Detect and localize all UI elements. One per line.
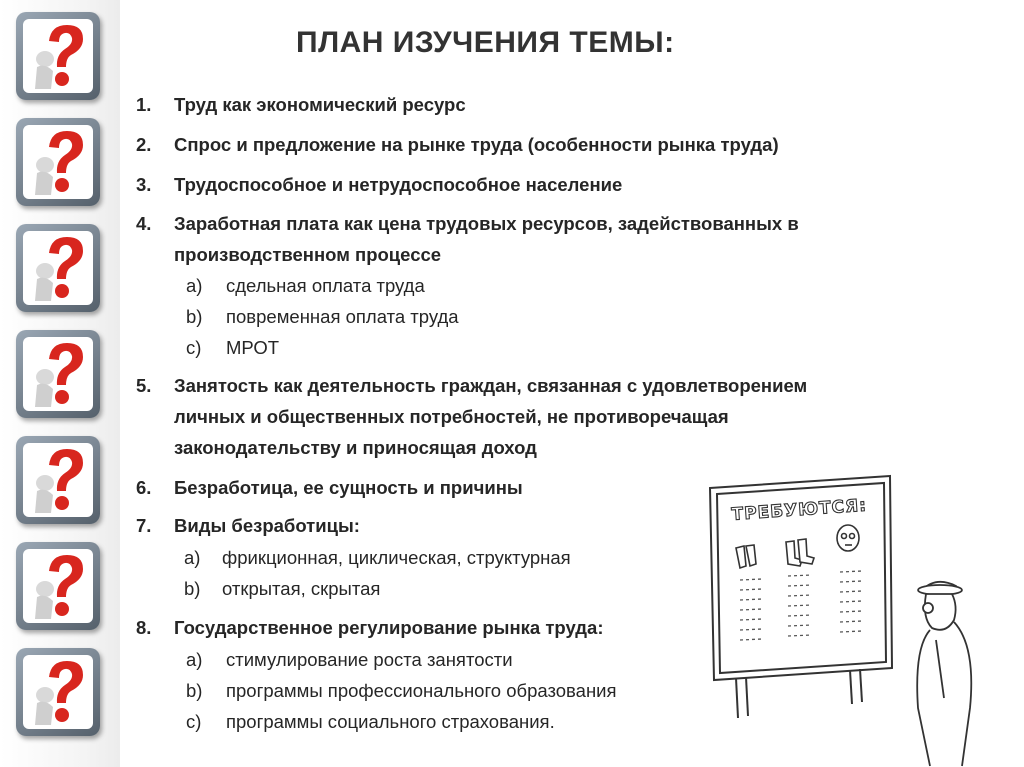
sub-item-letter: c) — [186, 711, 202, 732]
sub-item-text: открытая, скрытая — [222, 578, 381, 599]
sidebar-question-tiles — [0, 0, 120, 767]
item-number: 8. — [136, 617, 152, 638]
question-tile — [16, 436, 100, 524]
list-item — [136, 170, 936, 200]
item-text: Спрос и предложение на рынке труда (особенности рынка труда) — [174, 134, 779, 155]
list-item — [136, 613, 696, 643]
item-text: производственном процессе — [174, 244, 442, 265]
list-item — [136, 473, 636, 503]
question-tile — [16, 12, 100, 100]
sub-item-text: сдельная оплата труда — [226, 275, 425, 296]
sub-item-text: стимулирование роста занятости — [226, 649, 513, 670]
question-tile — [16, 330, 100, 418]
item-text: личных и общественных потребностей, не противоречащая — [174, 406, 729, 427]
list-item — [136, 130, 936, 160]
item-number: 2. — [136, 134, 152, 155]
question-tile — [16, 648, 100, 736]
sub-item-letter: a) — [186, 275, 203, 296]
item-text: Заработная плата как цена трудовых ресурсов, задействованных в — [174, 213, 799, 234]
item-text: законодательству и приносящая доход — [174, 437, 537, 458]
sub-item-letter: c) — [186, 337, 202, 358]
list-item — [136, 209, 936, 271]
item-text: Трудоспособное и нетрудоспособное население — [174, 174, 623, 195]
item-text: Государственное регулирование рынка труда: — [174, 617, 604, 638]
list-item — [136, 90, 936, 120]
job-board-cartoon — [700, 468, 1024, 767]
item-text: Труд как экономический ресурс — [174, 94, 466, 115]
head-icon — [837, 525, 859, 551]
list-item — [136, 371, 956, 465]
question-tile — [16, 118, 100, 206]
sub-item-letter: b) — [186, 680, 203, 701]
item-number: 7. — [136, 515, 152, 536]
question-tile — [16, 542, 100, 630]
item-number: 4. — [136, 213, 152, 234]
sub-item-letter: a) — [184, 547, 201, 568]
sub-item-text: повременная оплата труда — [226, 306, 459, 327]
item-number: 3. — [136, 174, 152, 195]
question-tile — [16, 224, 100, 312]
sub-item-text: программы социального страхования. — [226, 711, 555, 732]
page-title: ПЛАН ИЗУЧЕНИЯ ТЕМЫ: — [296, 26, 675, 59]
sub-item-letter: b) — [184, 578, 201, 599]
item-text: Безработица, ее сущность и причины — [174, 477, 523, 498]
item-number: 1. — [136, 94, 152, 115]
sub-item-text: программы профессионального образования — [226, 680, 617, 701]
sub-item-letter: b) — [186, 306, 203, 327]
sub-item-text: МРОТ — [226, 337, 280, 358]
item-number: 5. — [136, 375, 152, 396]
list-item — [136, 511, 636, 541]
sign-title: ТРЕБУЮТСЯ: — [730, 495, 868, 525]
sub-item-letter: a) — [186, 649, 203, 670]
item-text: Занятость как деятельность граждан, связанная с удовлетворением — [174, 375, 808, 396]
sub-item-text: фрикционная, циклическая, структурная — [222, 547, 571, 568]
item-number: 6. — [136, 477, 152, 498]
man-figure-icon — [917, 582, 971, 766]
item-text: Виды безработицы: — [174, 515, 360, 536]
